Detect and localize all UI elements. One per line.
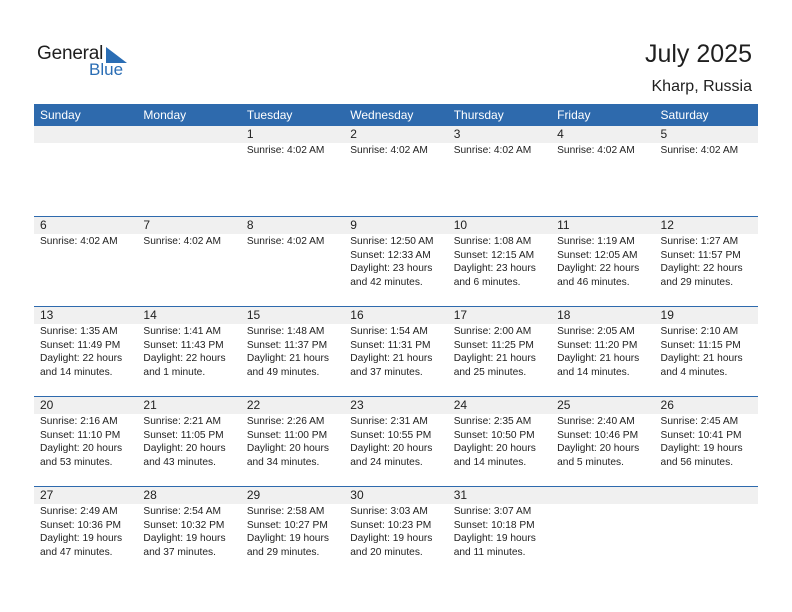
sun-info-line: and 24 minutes. [350,456,423,468]
sun-info-line: Sunrise: 2:00 AM [453,326,532,337]
day-sun-info [344,234,447,289]
sun-info-line: Sunrise: 1:27 AM [660,236,739,247]
day-sun-info [137,143,240,144]
day-number: 7 [137,217,240,234]
sun-info-line: Sunrise: 1:35 AM [40,326,118,337]
sun-info-line: and 25 minutes. [453,366,527,378]
sun-info-line: Daylight: 19 hours [660,443,743,454]
day-number: 28 [137,487,240,504]
sun-info-line: Daylight: 21 hours [246,353,329,364]
day-number: 29 [241,487,344,504]
day-number: 1 [241,126,344,143]
logo [37,43,137,83]
calendar-day-cell [448,307,551,396]
day-number: 14 [137,307,240,324]
sun-info-line: Sunrise: 1:41 AM [143,326,222,337]
sun-info-line: Sunrise: 2:21 AM [143,416,222,427]
sun-info-line: Daylight: 20 hours [40,443,123,454]
sun-info-line: Sunset: 10:50 PM [453,429,535,441]
day-number: 2 [344,126,447,143]
sun-info-line: and 46 minutes. [557,276,630,288]
calendar-day-cell [655,126,758,216]
sun-info-line: Sunrise: 4:02 AM [246,145,325,156]
sun-info-line: Sunrise: 2:58 AM [246,506,325,517]
day-sun-info [655,234,758,289]
day-number: 27 [34,487,137,504]
sun-info-line: Sunset: 10:23 PM [350,519,432,531]
sun-info-line: Sunrise: 12:50 AM [350,236,434,247]
logo-blue-text: Blue [89,60,124,79]
sun-info-line: Daylight: 22 hours [40,353,123,364]
sun-info-line: Sunset: 10:32 PM [143,519,225,531]
calendar-day-cell [551,126,654,216]
day-sun-info [551,324,654,379]
sun-info-line: Sunrise: 2:45 AM [660,416,739,427]
sun-info-line: and 5 minutes. [557,456,624,468]
sun-info-line: Sunset: 10:41 PM [660,429,742,441]
day-sun-info [241,504,344,559]
calendar-day-cell [241,487,344,576]
logo-general-text: General [37,43,104,64]
sun-info-line: and 43 minutes. [143,456,216,468]
sun-info-line: Sunrise: 2:16 AM [40,416,118,427]
sun-info-line: and 42 minutes. [350,276,423,288]
sun-info-line: Daylight: 19 hours [453,533,536,544]
day-number [137,126,240,143]
day-number: 5 [655,126,758,143]
calendar-day-cell [241,126,344,216]
day-sun-info [655,324,758,379]
day-sun-info [448,504,551,559]
sun-info-line: and 6 minutes. [453,276,521,288]
day-sun-info [551,234,654,289]
sun-info-line: and 53 minutes. [40,456,113,468]
sun-info-line: Sunrise: 4:02 AM [557,145,635,156]
calendar-week-row [34,126,758,216]
day-number: 12 [655,217,758,234]
calendar-day-cell [551,487,654,576]
calendar-day-cell [34,126,137,216]
calendar-day-cell [448,126,551,216]
sun-info-line: Sunrise: 1:54 AM [350,326,428,337]
day-number: 22 [241,397,344,414]
day-sun-info [344,414,447,469]
sun-info-line: Daylight: 20 hours [246,443,329,454]
day-number: 3 [448,126,551,143]
day-sun-info [655,504,758,505]
sun-info-line: Sunrise: 2:40 AM [557,416,635,427]
sun-info-line: Sunrise: 4:02 AM [246,236,325,247]
calendar-day-cell [448,487,551,576]
sun-info-line: and 4 minutes. [660,366,728,378]
day-number: 24 [448,397,551,414]
sun-info-line: Sunset: 11:43 PM [143,339,224,351]
sun-info-line: Daylight: 20 hours [143,443,226,454]
day-sun-info [34,143,137,144]
calendar-day-cell [137,307,240,396]
calendar-day-cell [34,217,137,306]
calendar-day-cell [34,487,137,576]
sun-info-line: and 29 minutes. [660,276,734,288]
sun-info-line: and 11 minutes. [453,546,526,558]
sun-info-line: Sunset: 11:57 PM [660,249,741,261]
sun-info-line: Daylight: 19 hours [350,533,433,544]
calendar-day-cell [551,307,654,396]
sun-info-line: Daylight: 22 hours [143,353,226,364]
sun-info-line: Sunset: 10:18 PM [453,519,535,531]
day-number: 13 [34,307,137,324]
day-number: 19 [655,307,758,324]
day-number: 8 [241,217,344,234]
weekday-monday: Monday [143,108,187,122]
sun-info-line: Sunrise: 3:07 AM [453,506,532,517]
day-sun-info [241,234,344,249]
calendar-week-row [34,306,758,396]
day-number: 16 [344,307,447,324]
calendar-day-cell [448,397,551,486]
sun-info-line: Sunset: 11:05 PM [143,429,224,441]
sun-info-line: Sunset: 12:05 AM [557,249,638,261]
calendar-day-cell [448,217,551,306]
sun-info-line: Sunrise: 1:08 AM [453,236,532,247]
sun-info-line: Sunrise: 2:54 AM [143,506,222,517]
sun-info-line: Sunrise: 2:31 AM [350,416,428,427]
day-number: 20 [34,397,137,414]
day-sun-info [34,324,137,379]
sun-info-line: Sunset: 10:36 PM [40,519,121,531]
day-sun-info [137,504,240,559]
weekday-wednesday: Wednesday [350,108,414,122]
day-sun-info [551,414,654,469]
sun-info-line: and 14 minutes. [453,456,527,468]
day-number: 17 [448,307,551,324]
day-sun-info [655,414,758,469]
sun-info-line: Sunset: 11:49 PM [40,339,121,351]
sun-info-line: Sunrise: 4:02 AM [143,236,222,247]
calendar-day-cell [551,397,654,486]
sun-info-line: and 47 minutes. [40,546,113,558]
sun-info-line: and 34 minutes. [246,456,320,468]
calendar-day-cell [655,397,758,486]
calendar-day-cell [344,217,447,306]
sun-info-line: Sunrise: 2:35 AM [453,416,532,427]
calendar-week-row [34,216,758,306]
day-sun-info [137,414,240,469]
calendar-day-cell [344,397,447,486]
sun-info-line: and 14 minutes. [557,366,630,378]
sun-info-line: Daylight: 20 hours [350,443,433,454]
calendar-week-row [34,486,758,576]
sun-info-line: Daylight: 21 hours [660,353,743,364]
day-number: 9 [344,217,447,234]
day-sun-info [551,504,654,505]
weekday-thursday: Thursday [453,108,504,122]
day-sun-info [448,234,551,289]
day-sun-info [241,324,344,379]
day-sun-info [448,143,551,158]
day-sun-info [344,324,447,379]
calendar-day-cell [34,307,137,396]
day-number: 21 [137,397,240,414]
sun-info-line: Daylight: 21 hours [557,353,640,364]
sun-info-line: and 37 minutes. [350,366,423,378]
calendar-weeks [34,126,758,576]
sun-info-line: Sunrise: 2:26 AM [246,416,325,427]
sun-info-line: and 37 minutes. [143,546,216,558]
day-number: 23 [344,397,447,414]
day-sun-info [34,414,137,469]
day-sun-info [448,324,551,379]
day-sun-info [241,143,344,158]
sun-info-line: Sunrise: 3:03 AM [350,506,428,517]
sun-info-line: Daylight: 23 hours [453,263,536,274]
day-sun-info [344,504,447,559]
calendar-week-row [34,396,758,486]
sun-info-line: Daylight: 19 hours [40,533,123,544]
sun-info-line: Sunrise: 1:48 AM [246,326,325,337]
day-number: 26 [655,397,758,414]
calendar-day-cell [241,217,344,306]
day-sun-info [551,143,654,158]
calendar-day-cell [241,307,344,396]
calendar-day-cell [137,126,240,216]
sun-info-line: Sunrise: 1:19 AM [557,236,635,247]
sun-info-line: Sunrise: 2:10 AM [660,326,739,337]
day-sun-info [137,234,240,249]
day-number: 15 [241,307,344,324]
sun-info-line: Sunset: 11:10 PM [40,429,121,441]
weekday-header-row [34,104,758,126]
sun-info-line: Sunset: 11:00 PM [246,429,328,441]
day-number: 31 [448,487,551,504]
calendar-day-cell [344,307,447,396]
calendar-day-cell [34,397,137,486]
sun-info-line: Sunset: 10:55 PM [350,429,432,441]
sun-info-line: and 29 minutes. [246,546,320,558]
calendar-day-cell [655,487,758,576]
calendar-day-cell [344,487,447,576]
sun-info-line: Sunrise: 4:02 AM [350,145,428,156]
sun-info-line: Sunset: 12:33 AM [350,249,431,261]
day-sun-info [655,143,758,158]
sun-info-line: Sunset: 11:25 PM [453,339,534,351]
day-sun-info [241,414,344,469]
weekday-sunday: Sunday [40,108,81,122]
day-number [655,487,758,504]
weekday-saturday: Saturday [660,108,709,122]
sun-info-line: Daylight: 20 hours [453,443,536,454]
calendar-day-cell [137,217,240,306]
calendar-day-cell [655,307,758,396]
sun-info-line: Daylight: 22 hours [660,263,743,274]
day-sun-info [137,324,240,379]
day-number [551,487,654,504]
sun-info-line: Daylight: 21 hours [453,353,536,364]
weekday-tuesday: Tuesday [246,108,293,122]
day-number: 4 [551,126,654,143]
sun-info-line: Sunrise: 4:02 AM [660,145,739,156]
calendar-day-cell [344,126,447,216]
calendar-day-cell [137,397,240,486]
weekday-friday: Friday [557,108,591,122]
sun-info-line: Daylight: 23 hours [350,263,433,274]
day-number: 18 [551,307,654,324]
day-number [34,126,137,143]
day-sun-info [344,143,447,158]
sun-info-line: Sunrise: 4:02 AM [40,236,118,247]
sun-info-line: Daylight: 19 hours [246,533,329,544]
calendar-day-cell [137,487,240,576]
sun-info-line: and 1 minute. [143,366,206,378]
day-number: 11 [551,217,654,234]
day-sun-info [34,504,137,559]
sun-info-line: Sunset: 11:31 PM [350,339,431,351]
day-sun-info [34,234,137,249]
day-number: 25 [551,397,654,414]
day-number: 6 [34,217,137,234]
sun-info-line: and 49 minutes. [246,366,320,378]
location-subtitle: Kharp, Russia [651,78,752,95]
day-number: 30 [344,487,447,504]
sun-info-line: Sunrise: 2:49 AM [40,506,118,517]
sun-info-line: and 56 minutes. [660,456,734,468]
sun-info-line: Sunset: 11:37 PM [246,339,328,351]
day-number: 10 [448,217,551,234]
sun-info-line: Sunrise: 4:02 AM [453,145,532,156]
sun-info-line: Daylight: 22 hours [557,263,640,274]
page-title: July 2025 [644,40,752,68]
sun-info-line: Sunset: 10:46 PM [557,429,639,441]
sun-info-line: and 14 minutes. [40,366,113,378]
sun-info-line: Daylight: 20 hours [557,443,640,454]
calendar-grid [34,104,758,576]
calendar-day-cell [655,217,758,306]
sun-info-line: and 20 minutes. [350,546,423,558]
calendar-day-cell [241,397,344,486]
sun-info-line: Daylight: 19 hours [143,533,226,544]
sun-info-line: Sunset: 11:20 PM [557,339,638,351]
sun-info-line: Daylight: 21 hours [350,353,433,364]
day-sun-info [448,414,551,469]
sun-info-line: Sunset: 12:15 AM [453,249,535,261]
sun-info-line: Sunset: 11:15 PM [660,339,741,351]
calendar-day-cell [551,217,654,306]
sun-info-line: Sunset: 10:27 PM [246,519,328,531]
sun-info-line: Sunrise: 2:05 AM [557,326,635,337]
